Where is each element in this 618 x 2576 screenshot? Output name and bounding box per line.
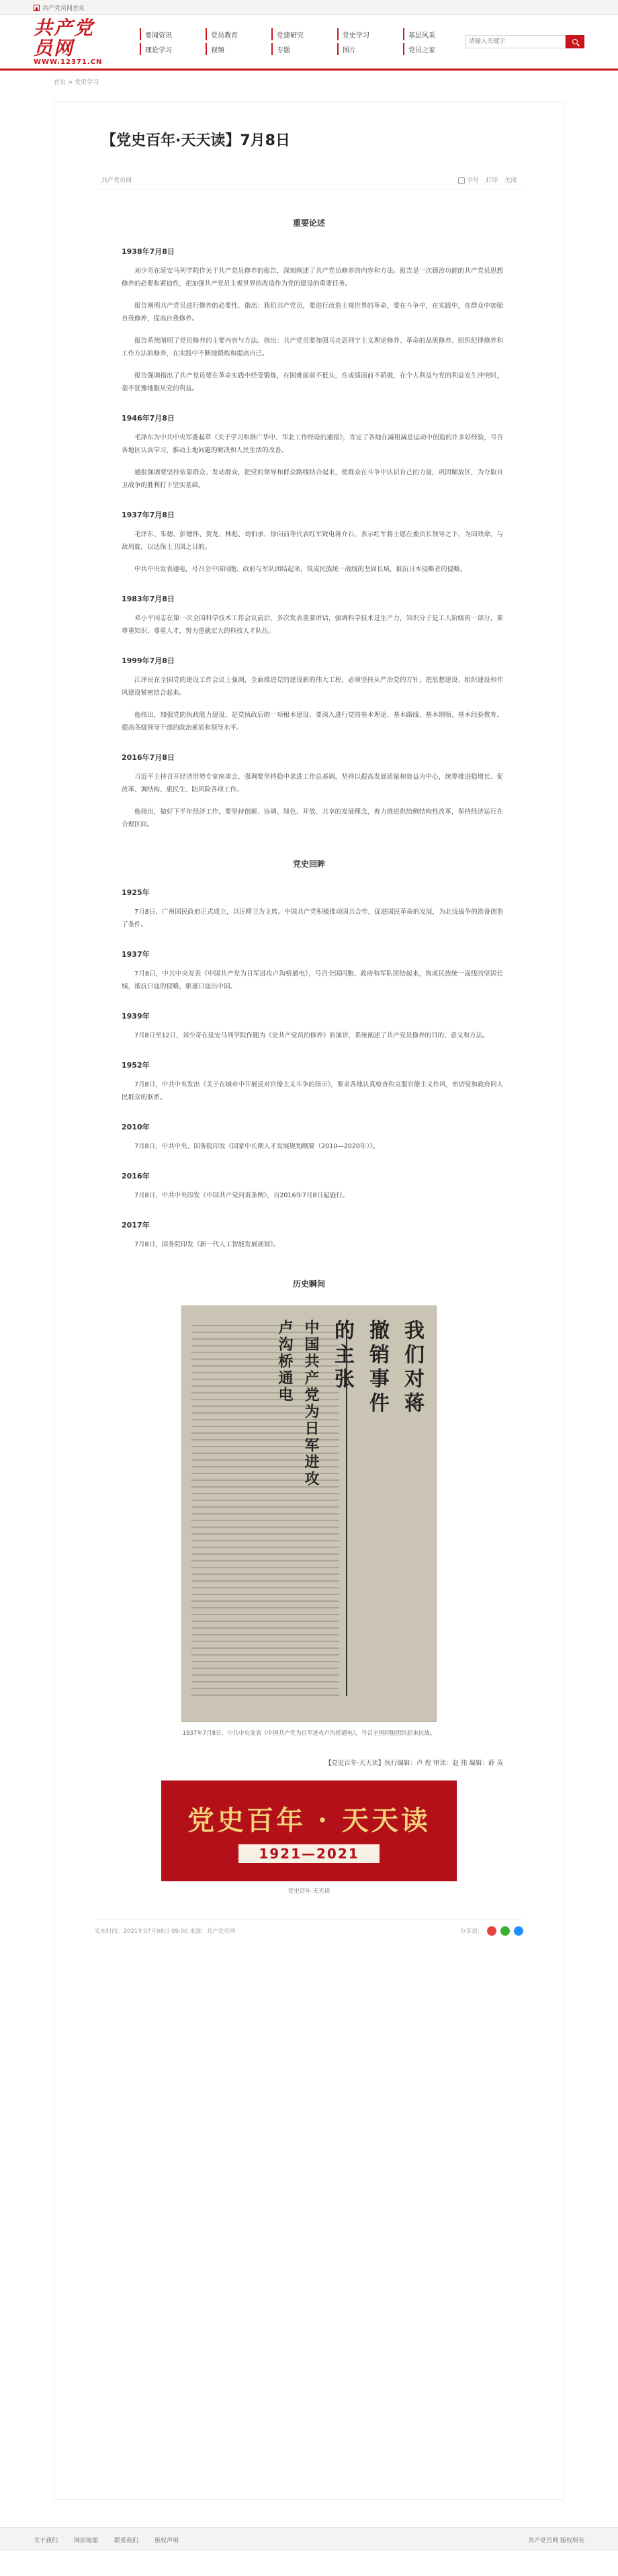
nav-item[interactable]: 党员教育 xyxy=(206,28,267,40)
section-title: 历史瞬间 xyxy=(292,1279,325,1289)
search-input[interactable] xyxy=(465,35,566,48)
article-footer xyxy=(95,1919,523,1936)
footer-link[interactable]: 网站地图 xyxy=(74,2537,99,2544)
headline-column: 撤销事件 xyxy=(365,1320,389,1416)
banner-title: 党史百年 · 天天读 xyxy=(187,1804,431,1836)
nav-item[interactable]: 图片 xyxy=(337,43,399,55)
paragraph: 7月8日，中共中央发表《中国共产党为日军进攻卢沟桥通电》，号召全国同胞、政府和军队团结起来，筑成民族统一战线的坚固长城，抵抗日寇的侵略，驱逐日寇出中国。 xyxy=(122,970,503,990)
site-logo[interactable] xyxy=(34,16,113,66)
date-heading: 1983年7月8日 xyxy=(122,595,175,603)
home-icon xyxy=(34,5,40,11)
header-divider xyxy=(0,69,618,71)
document-headline xyxy=(276,1320,427,1696)
close-button[interactable]: 关闭 xyxy=(504,177,517,184)
search-icon xyxy=(572,39,578,44)
banner-years: 1921—2021 xyxy=(238,1844,379,1863)
site-footer xyxy=(0,2527,618,2551)
image-caption: 1937年7月8日，中共中央发表《中国共产党为日军进攻卢沟桥通电》，号召全国同胞团结起来抗战。 xyxy=(182,1730,436,1737)
paragraph: 习近平主持召开经济形势专家座谈会，强调要坚持稳中求进工作总基调，坚持以提高发展质量和效益为中心，统筹推进稳增长、促改革、调结构、惠民生、防风险各项工作。 xyxy=(122,773,503,793)
headline-column: 的主张 xyxy=(330,1320,354,1392)
nav-item[interactable]: 党史学习 xyxy=(337,28,399,40)
nav-item[interactable]: 要闻资讯 xyxy=(140,28,202,40)
paragraph: 中共中央发表通电，号召全中国同胞、政府与军队团结起来，筑成民族统一战线的坚固长城，抵抗日本侵略者的侵略。 xyxy=(134,566,467,573)
site-header xyxy=(34,15,584,69)
main-nav xyxy=(140,28,465,55)
section-title: 党史回眸 xyxy=(292,859,325,869)
nav-item[interactable]: 理论学习 xyxy=(140,43,202,55)
search-button[interactable] xyxy=(566,35,584,48)
breadcrumb[interactable]: 首页 > 党史学习 xyxy=(54,79,99,86)
date-heading: 1999年7月8日 xyxy=(122,656,175,665)
article xyxy=(54,101,564,2500)
series-banner xyxy=(161,1780,457,1881)
subheadline-column: 中国共产党为日军进攻 xyxy=(302,1320,320,1488)
wechat-share-icon[interactable] xyxy=(500,1926,510,1936)
article-meta xyxy=(95,175,523,190)
historical-document-image xyxy=(181,1305,437,1722)
banner-caption: 党史百年·天天读 xyxy=(288,1888,330,1895)
share-label: 分享到： xyxy=(459,1928,483,1935)
nav-item[interactable]: 党建研究 xyxy=(271,28,333,40)
nav-item[interactable]: 党员之家 xyxy=(403,43,465,55)
top-bar xyxy=(0,0,618,15)
headline-column: 我们对蒋 xyxy=(400,1320,424,1416)
nav-item[interactable]: 专题 xyxy=(271,43,333,55)
paragraph: 7月8日，中共中央印发《中国共产党问责条例》，自2016年7月8日起施行。 xyxy=(134,1192,349,1199)
share-bar xyxy=(460,1926,523,1936)
paragraph: 报告阐明共产党员进行修养的必要性，指出：我们共产党员，要进行改造主观世界的革命，要在斗争中，在实践中，在群众中加强自我修养，提高自我修养。 xyxy=(122,302,503,323)
print-button[interactable]: 打印 xyxy=(485,177,498,184)
paragraph: 7月8日，国务院印发《新一代人工智能发展规划》。 xyxy=(134,1241,280,1248)
nav-item[interactable]: 基层风采 xyxy=(403,28,465,40)
footer-link[interactable]: 关于我们 xyxy=(34,2537,58,2544)
date-heading: 1937年7月8日 xyxy=(122,511,175,519)
section-important-remarks xyxy=(95,246,523,831)
date-heading: 2016年 xyxy=(122,1172,150,1180)
section-title: 重要论述 xyxy=(292,218,325,228)
date-heading: 1937年 xyxy=(122,950,150,959)
paragraph: 他指出，做好下半年经济工作，要坚持创新、协调、绿色、开放、共享的发展理念，着力推进供给侧结构性改革，保持经济运行在合理区间。 xyxy=(122,808,503,828)
logo-url: WWW.12371.CN xyxy=(34,58,103,66)
paragraph: 通报强调要坚持依靠群众、发动群众，把党的领导和群众路线结合起来，使群众在斗争中认识自己的力量，巩固解放区，为夺取自卫战争的胜利打下坚实基础。 xyxy=(122,469,503,489)
paragraph: 报告系统阐明了党员修养的主要内容与方法。指出：共产党员要加强马克思列宁主义理论修养、革命的品质修养、组织纪律修养和工作方法的修养，在实践中不断地锻炼和提高自己。 xyxy=(122,337,503,357)
footer-link[interactable]: 版权声明 xyxy=(154,2537,179,2544)
paragraph: 7月8日，中共中央发出《关于在城市中开展反对官僚主义斗争的指示》，要求各地认真检查和克服官僚主义作风，密切党和政府同人民群众的联系。 xyxy=(122,1081,503,1101)
paragraph: 邓小平同志在第一次全国科学技术工作会议前后，多次发表重要讲话，强调科学技术是生产力，知识分子是工人阶级的一部分，要尊重知识，尊重人才，努力造就宏大的科技人才队伍。 xyxy=(122,615,503,635)
date-heading: 2016年7月8日 xyxy=(122,753,175,762)
article-source: 共产党员网 xyxy=(101,177,132,184)
logo-text: 共产党员网 xyxy=(34,16,95,59)
section-history-review xyxy=(95,887,523,1251)
paragraph: 他指出，加强党的执政能力建设，是党执政后的一项根本建设。要深入进行党的基本理论、基本路线、基本纲领、基本经验教育，提高各级领导干部的政治素质和领导水平。 xyxy=(122,712,503,732)
qq-share-icon[interactable] xyxy=(514,1926,523,1936)
date-heading: 2017年 xyxy=(122,1221,150,1230)
date-heading: 2010年 xyxy=(122,1123,150,1131)
paragraph: 毛泽东、朱德、彭德怀、贺龙、林彪、刘伯承、徐向前等代表红军致电蒋介石，表示红军将士愿在委员长领导之下，为国效命，与敌周旋，以达保土卫国之目的。 xyxy=(122,531,503,551)
paragraph: 江泽民在全国党的建设工作会议上强调，全面推进党的建设新的伟大工程，必须坚持从严治党的方针，把思想建设、组织建设和作风建设紧密结合起来。 xyxy=(122,677,503,697)
nav-item[interactable]: 视频 xyxy=(206,43,267,55)
home-link[interactable]: 共产党员网首页 xyxy=(42,5,85,12)
paragraph: 7月8日，广州国民政府正式成立，以汪精卫为主席。中国共产党积极推动国共合作，促进国民革命的发展，为北伐战争的准备创造了条件。 xyxy=(122,908,503,929)
date-heading: 1946年7月8日 xyxy=(122,414,175,423)
editor-credit: 【党史百年·天天读】执行编辑：卢 煜 审读：赵 伟 编辑：薛 英 xyxy=(324,1760,503,1767)
paragraph: 毛泽东为中共中央军委起草《关于学习和推广华中、华北工作经验的通报》，肯定了各地在减租减息运动中创造的许多好经验，号召各地区认真学习，推动土地问题的解决和人民生活的改善。 xyxy=(122,434,503,454)
paragraph: 刘少奇在延安马列学院作关于共产党员修养的报告，深刻阐述了共产党员修养的内容和方法。报告是一次德治功能的共产党员思想修养的必要和紧迫性，把加强共产党员主观世界的改造作为党的建设的重要任务。 xyxy=(122,267,503,288)
subheadline-column: 卢沟桥通电 xyxy=(276,1320,294,1404)
date-heading: 1939年 xyxy=(122,1012,150,1021)
font-size-icon xyxy=(458,177,465,184)
paragraph: 7月8日至12日，刘少奇在延安马列学院作题为《论共产党员的修养》的演讲，系统阐述了共产党员修养的目的、意义和方法。 xyxy=(134,1032,489,1039)
date-heading: 1938年7月8日 xyxy=(122,247,175,256)
paragraph: 报告强调指出了共产党员要在革命实践中经受锻炼，在困难面前不低头，在成绩面前不骄傲，在个人利益与党的利益发生冲突时，毫不犹豫地服从党的利益。 xyxy=(122,372,503,392)
search-box xyxy=(465,35,584,48)
publish-info: 发布时间：2021年07月08日 09:00 来源：共产党员网 xyxy=(95,1928,236,1935)
date-heading: 1952年 xyxy=(122,1061,150,1070)
date-heading: 1925年 xyxy=(122,888,150,897)
font-size-control[interactable]: 字号 xyxy=(458,175,479,184)
footer-link[interactable]: 联系我们 xyxy=(114,2537,139,2544)
article-title: 【党史百年·天天读】7月8日 xyxy=(101,132,290,149)
weibo-share-icon[interactable] xyxy=(487,1926,496,1936)
paragraph: 7月8日，中共中央、国务院印发《国家中长期人才发展规划纲要（2010—2020年）》。 xyxy=(134,1143,380,1150)
copyright: 共产党员网 版权所有 xyxy=(528,2537,584,2544)
